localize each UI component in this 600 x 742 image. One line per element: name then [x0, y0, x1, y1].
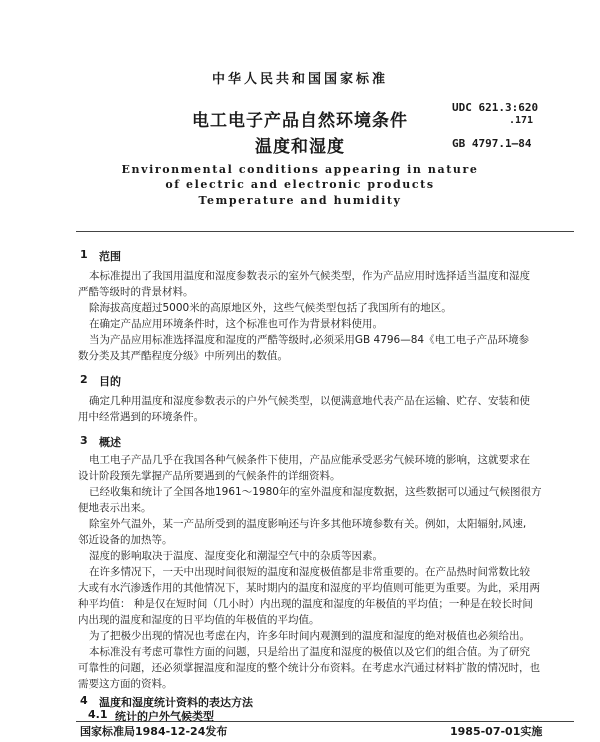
section-3-line: 电工电子产品几乎在我国各种气候条件下使用，产品应能承受恶劣气候环境的影响，这就要求在	[89, 454, 530, 466]
udc-number: UDC 621.3:620	[452, 101, 539, 114]
udc-number-cont: .171	[509, 115, 534, 126]
title-cn-line1: 电工电子产品自然环境条件	[192, 111, 408, 131]
section-3-line: 已经收集和统计了全国各地1961～1980年的室外温度和湿度数据，这些数据可以通过气候图很方	[89, 486, 542, 498]
section-3-line: 本标准没有考虑可靠性方面的问题，只是给出了温度和湿度的极值以及它们的组合值。为了研究	[89, 646, 530, 658]
section-2-line: 用中经常遇到的环境条件。	[78, 411, 204, 423]
section-1-line: 当为产品应用标准选择温度和湿度的严酷等级时,必须采用GB 4796—84《电工电子产品环境参	[89, 334, 530, 346]
section-2-number: 2	[80, 373, 88, 386]
section-4-1-title: 统计的户外气候类型	[115, 710, 214, 723]
title-en-line2: of electric and electronic products	[165, 178, 435, 191]
top-divider	[76, 231, 574, 232]
issue-date: 国家标准局1984-12-24发布	[80, 725, 228, 738]
section-1-line: 数分类及其严酷程度分级》中所列出的数值。	[78, 350, 288, 362]
section-4-title: 温度和湿度统计资料的表达方法	[99, 696, 253, 709]
section-3-line: 便地表示出来。	[78, 502, 152, 514]
section-3-line: 内出现的温度和湿度的日平均值的年极值的平均值。	[78, 614, 320, 626]
section-3-title: 概述	[99, 436, 121, 449]
title-en-line3: Temperature and humidity	[198, 194, 402, 207]
section-3-line: 可靠性的问题，还必须掌握温度和湿度的整个统计分布资料。在考虑水汽通过材料扩散的情况时，也	[78, 662, 540, 674]
section-3-line: 邻近设备的加热等。	[78, 534, 173, 546]
section-1-title: 范围	[99, 250, 121, 263]
section-3-line: 为了把极少出现的情况也考虑在内，许多年时间内观测到的温度和湿度的绝对极值也必须给出。	[89, 630, 530, 642]
section-4-number: 4	[80, 694, 88, 707]
section-1-line: 严酷等级时的背景材料。	[78, 286, 194, 298]
footer-divider	[76, 721, 574, 722]
section-2-title: 目的	[99, 375, 121, 388]
section-3-line: 种平均值： 种是仅在短时间（几小时）内出现的温度和湿度的年极值的平均值；一种是在较长时间	[78, 598, 533, 610]
national-standard-heading: 中华人民共和国国家标准	[211, 72, 388, 87]
section-1-line: 本标准提出了我国用温度和湿度参数表示的室外气候类型，作为产品应用时选择适当温度和湿度	[89, 270, 530, 282]
section-2-line: 确定几种用温度和湿度参数表示的户外气候类型，以便满意地代表产品在运输、贮存、安装和使	[89, 395, 530, 407]
section-1-line: 在确定产品应用环境条件时，这个标准也可作为背景材料使用。	[89, 318, 383, 330]
gb-number: GB 4797.1—84	[452, 137, 532, 150]
section-1-number: 1	[80, 248, 88, 261]
section-3-line: 除室外气温外，某一产品所受到的温度影响还与许多其他环境参数有关。例如，太阳辐射,风速,	[89, 518, 527, 530]
title-en-line1: Environmental conditions appearing in nature	[121, 163, 479, 176]
section-1-line: 除海拔高度超过5000米的高原地区外，这些气候类型包括了我国所有的地区。	[89, 302, 452, 314]
effective-date: 1985-07-01实施	[450, 725, 543, 738]
section-3-line: 设计阶段预先掌握产品所要遇到的气候条件的详细资料。	[78, 470, 341, 482]
section-3-line: 在许多情况下，一天中出现时间很短的温度和湿度极值都是非常重要的。在产品热时间常数比较	[89, 566, 530, 578]
title-cn-line2: 温度和湿度	[255, 137, 345, 157]
section-3-line: 大或有水汽渗透作用的其他情况下，某时期内的温度和湿度的平均值则可能更为重要。为此，采用两	[78, 582, 540, 594]
section-3-line: 需要这方面的资料。	[78, 678, 173, 690]
section-3-number: 3	[80, 434, 88, 447]
section-3-line: 湿度的影响取决于温度、湿度变化和潮湿空气中的杂质等因素。	[89, 550, 383, 562]
section-4-1-number: 4.1	[88, 708, 108, 721]
